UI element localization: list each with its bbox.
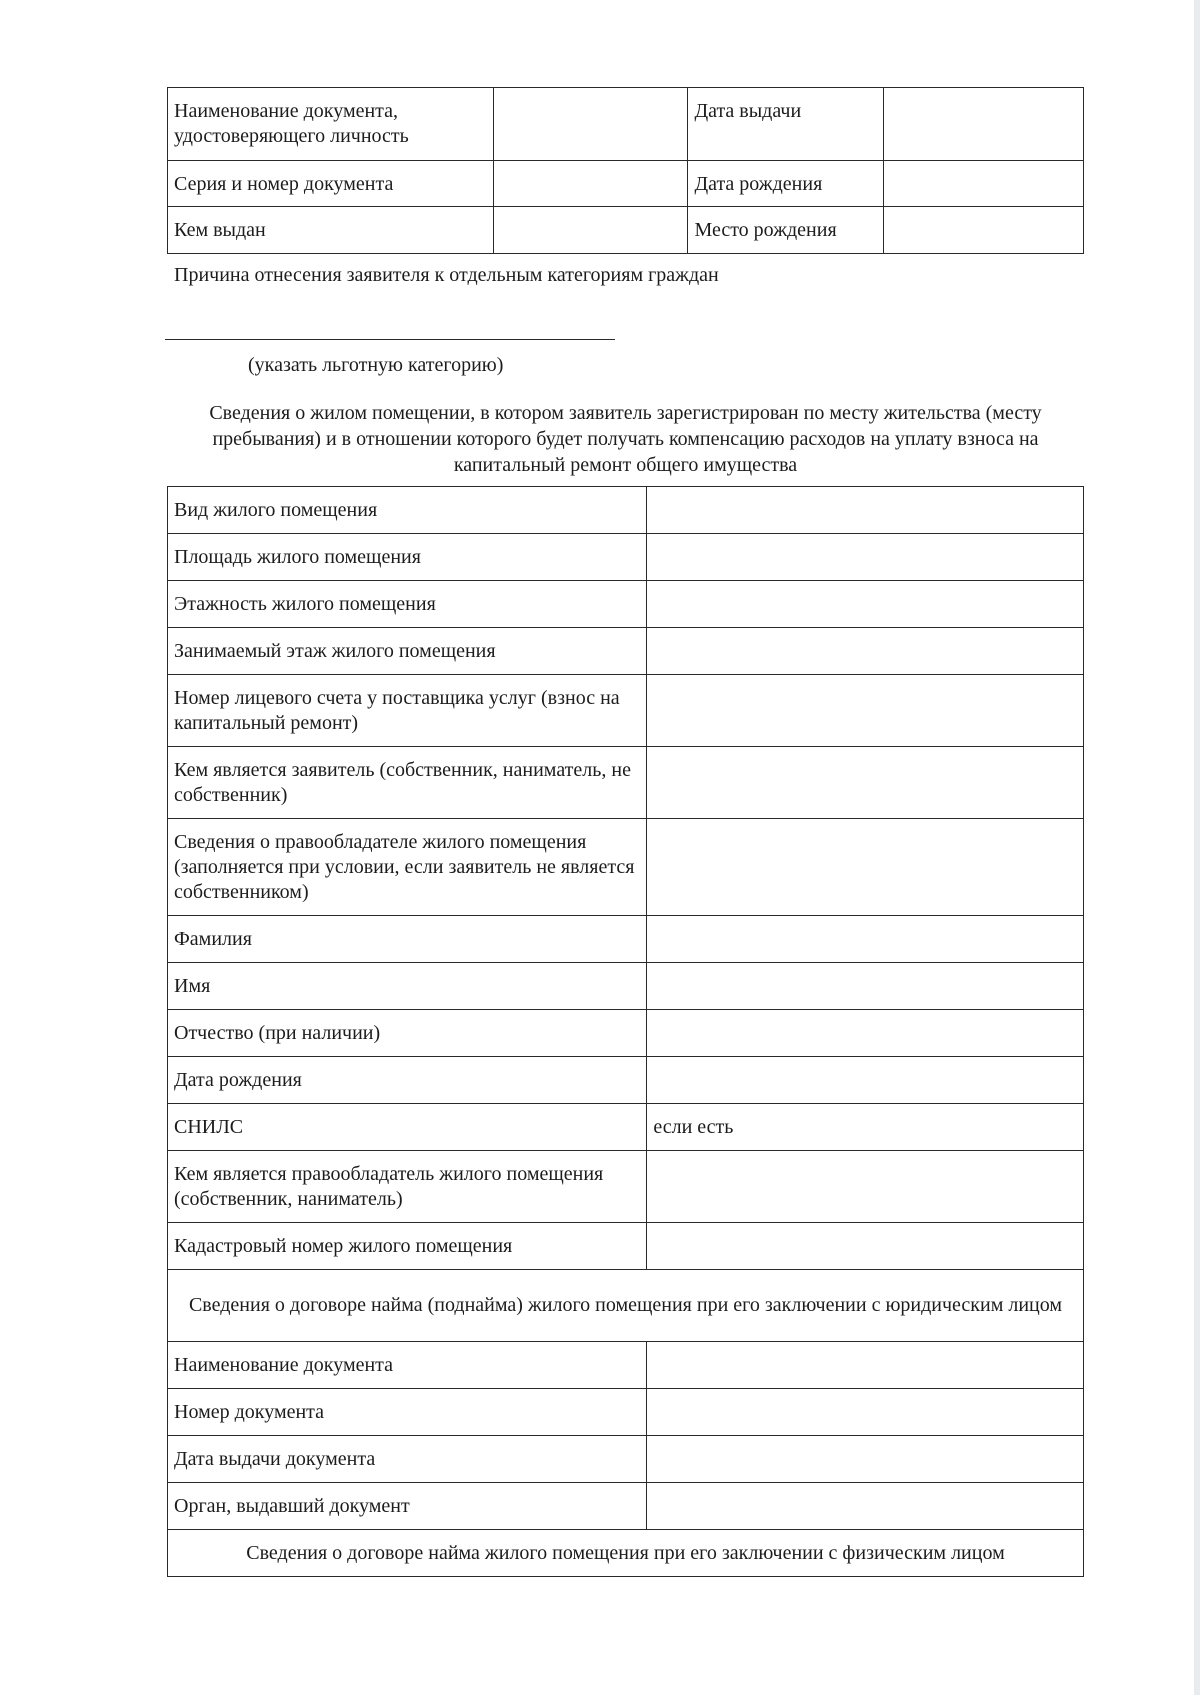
field-label: Дата рождения bbox=[168, 1057, 647, 1104]
field-value[interactable] bbox=[493, 161, 688, 207]
field-label: Номер лицевого счета у поставщика услуг (взнос на капитальный ремонт) bbox=[168, 675, 647, 747]
field-label: Площадь жилого помещения bbox=[168, 534, 647, 581]
field-label: Имя bbox=[168, 963, 647, 1010]
table-row bbox=[168, 1342, 1084, 1389]
field-value[interactable] bbox=[647, 819, 1084, 916]
table-row bbox=[168, 1010, 1084, 1057]
field-value[interactable] bbox=[647, 963, 1084, 1010]
table-row bbox=[168, 1151, 1084, 1223]
field-value[interactable] bbox=[647, 1010, 1084, 1057]
field-value[interactable] bbox=[884, 207, 1084, 254]
field-label: Сведения о правообладателе жилого помещения (заполняется при условии, если заявитель не является собственником) bbox=[168, 819, 647, 916]
field-label: Дата выдачи документа bbox=[168, 1436, 647, 1483]
table-row bbox=[168, 1530, 1084, 1577]
field-value[interactable] bbox=[884, 161, 1084, 207]
field-value[interactable]: если есть bbox=[647, 1104, 1084, 1151]
field-value[interactable] bbox=[647, 534, 1084, 581]
field-value[interactable] bbox=[647, 1057, 1084, 1104]
field-label: Кем выдан bbox=[168, 207, 494, 254]
field-value[interactable] bbox=[647, 1436, 1084, 1483]
field-value[interactable] bbox=[647, 487, 1084, 534]
table-row bbox=[168, 819, 1084, 916]
field-value[interactable] bbox=[493, 88, 688, 161]
field-value[interactable] bbox=[647, 581, 1084, 628]
table-row bbox=[168, 88, 1084, 161]
field-label: Дата рождения bbox=[688, 161, 884, 207]
field-label: Место рождения bbox=[688, 207, 884, 254]
table-row bbox=[168, 1104, 1084, 1151]
field-label: Номер документа bbox=[168, 1389, 647, 1436]
field-value[interactable] bbox=[647, 1342, 1084, 1389]
field-label: Вид жилого помещения bbox=[168, 487, 647, 534]
field-value[interactable] bbox=[884, 88, 1084, 161]
reason-label: Причина отнесения заявителя к отдельным категориям граждан bbox=[174, 264, 719, 286]
table-row bbox=[168, 628, 1084, 675]
field-label: Кем является заявитель (собственник, наниматель, не собственник) bbox=[168, 747, 647, 819]
field-label: Отчество (при наличии) bbox=[168, 1010, 647, 1057]
field-value[interactable] bbox=[647, 747, 1084, 819]
field-value[interactable] bbox=[647, 628, 1084, 675]
field-label: Дата выдачи bbox=[688, 88, 884, 161]
table-row bbox=[168, 487, 1084, 534]
field-label: Этажность жилого помещения bbox=[168, 581, 647, 628]
field-value[interactable] bbox=[647, 1389, 1084, 1436]
field-label: Фамилия bbox=[168, 916, 647, 963]
table-row bbox=[168, 916, 1084, 963]
identity-document-table bbox=[167, 87, 1084, 254]
table-row bbox=[168, 1483, 1084, 1530]
field-label: Кем является правообладатель жилого помещения (собственник, наниматель) bbox=[168, 1151, 647, 1223]
field-label: Орган, выдавший документ bbox=[168, 1483, 647, 1530]
table-row bbox=[168, 534, 1084, 581]
table-row bbox=[168, 1223, 1084, 1270]
field-label: Кадастровый номер жилого помещения bbox=[168, 1223, 647, 1270]
field-value[interactable] bbox=[647, 675, 1084, 747]
table-row bbox=[168, 207, 1084, 254]
housing-table bbox=[167, 486, 1084, 1577]
field-label: Наименование документа bbox=[168, 1342, 647, 1389]
table-row bbox=[168, 1389, 1084, 1436]
section-heading: Сведения о договоре найма жилого помещения при его заключении с физическим лицом bbox=[168, 1530, 1084, 1577]
table-row bbox=[168, 1270, 1084, 1342]
field-label: Наименование документа, удостоверяющего личность bbox=[168, 88, 494, 161]
field-label: Занимаемый этаж жилого помещения bbox=[168, 628, 647, 675]
field-value[interactable] bbox=[647, 1223, 1084, 1270]
table-row bbox=[168, 581, 1084, 628]
table-row bbox=[168, 675, 1084, 747]
field-label: Серия и номер документа bbox=[168, 161, 494, 207]
table-row bbox=[168, 1436, 1084, 1483]
category-hint: (указать льготную категорию) bbox=[248, 354, 504, 376]
category-input-line[interactable] bbox=[165, 339, 615, 340]
table-row bbox=[168, 161, 1084, 207]
field-value[interactable] bbox=[647, 916, 1084, 963]
field-value[interactable] bbox=[647, 1483, 1084, 1530]
table-row bbox=[168, 963, 1084, 1010]
field-value[interactable] bbox=[647, 1151, 1084, 1223]
housing-section-heading: Сведения о жилом помещении, в котором заявитель зарегистрирован по месту жительства (месту пребывания) и в отношении которого будет получать компенсацию расходов на уплату взноса на капитальный ремонт общего имущества bbox=[209, 402, 1042, 476]
section-heading: Сведения о договоре найма (поднайма) жилого помещения при его заключении с юридическим лицом bbox=[168, 1270, 1084, 1342]
field-label: СНИЛС bbox=[168, 1104, 647, 1151]
table-row bbox=[168, 1057, 1084, 1104]
scan-edge bbox=[1194, 0, 1200, 1695]
field-value[interactable] bbox=[493, 207, 688, 254]
table-row bbox=[168, 747, 1084, 819]
